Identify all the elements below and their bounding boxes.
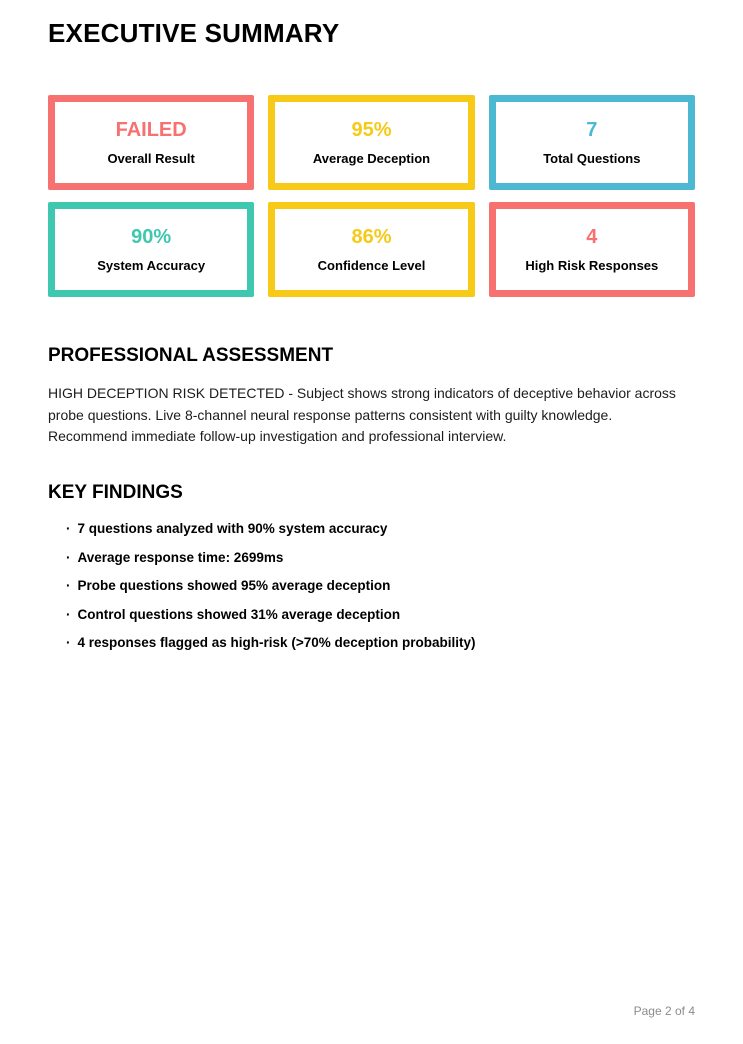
key-finding-item — [66, 579, 695, 593]
page-title: EXECUTIVE SUMMARY — [48, 18, 340, 48]
stat-card-confidence-level — [268, 202, 474, 297]
key-finding-text: 7 questions analyzed with 90% system accuracy — [77, 521, 388, 537]
bullet-marker: · — [66, 606, 71, 622]
stat-card-system-accuracy — [48, 202, 254, 297]
stat-label: Overall Result — [107, 151, 195, 166]
key-finding-text: 4 responses flagged as high-risk (>70% deception probability) — [77, 635, 476, 651]
stat-card-high-risk-responses — [489, 202, 695, 297]
key-findings-heading: KEY FINDINGS — [48, 482, 183, 504]
stat-card-total-questions — [489, 95, 695, 190]
stat-value: 86% — [351, 226, 392, 248]
key-findings-list — [48, 522, 695, 650]
professional-assessment-body: HIGH DECEPTION RISK DETECTED - Subject shows strong indicators of deceptive behavior across probe questions. Live 8-channel neural response patterns consistent with guilty knowledge. Recommend immediate follow-up investigation and professional interview. — [48, 385, 676, 445]
stat-label: System Accuracy — [97, 258, 206, 273]
key-finding-text: Control questions showed 31% average deception — [77, 606, 401, 622]
key-finding-item — [66, 522, 695, 536]
stat-label: Total Questions — [543, 151, 641, 166]
stat-label: High Risk Responses — [525, 258, 659, 273]
stat-value: 90% — [131, 226, 172, 248]
summary-cards-grid — [48, 95, 695, 297]
key-finding-item — [66, 608, 695, 622]
professional-assessment-heading: PROFESSIONAL ASSESSMENT — [48, 345, 334, 366]
stat-label: Average Deception — [312, 151, 431, 166]
bullet-marker: · — [66, 635, 71, 651]
stat-value: FAILED — [115, 119, 187, 141]
key-finding-text: Probe questions showed 95% average deception — [77, 578, 391, 594]
bullet-marker: · — [66, 549, 71, 565]
bullet-marker: · — [66, 578, 71, 594]
stat-label: Confidence Level — [317, 258, 426, 273]
stat-value: 95% — [351, 119, 392, 141]
key-finding-text: Average response time: 2699ms — [77, 549, 284, 565]
key-finding-item — [66, 636, 695, 650]
stat-card-average-deception — [268, 95, 474, 190]
stat-value: 7 — [586, 119, 598, 141]
page-content — [0, 18, 743, 650]
bullet-marker: · — [66, 521, 71, 537]
stat-card-overall-result — [48, 95, 254, 190]
key-finding-item — [66, 551, 695, 565]
stat-value: 4 — [586, 226, 598, 248]
page-number: Page 2 of 4 — [633, 1004, 695, 1018]
